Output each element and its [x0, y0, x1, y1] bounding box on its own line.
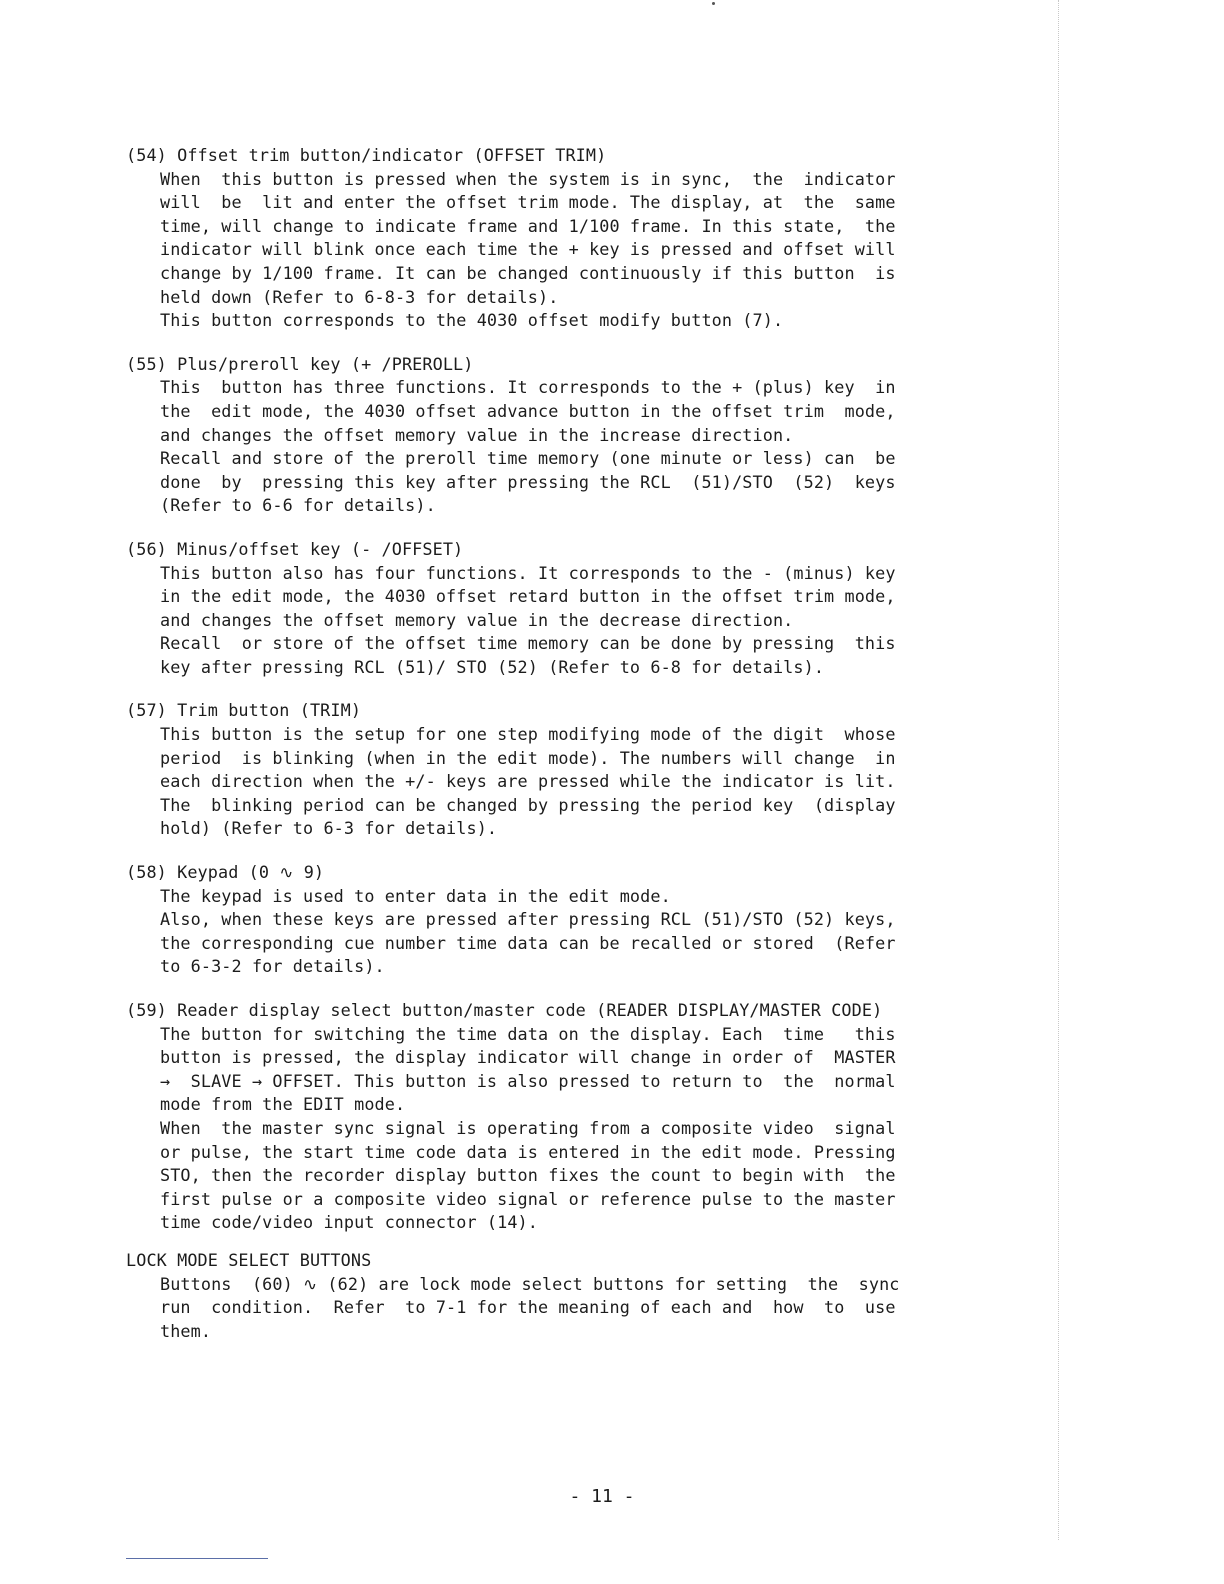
body-line: or pulse, the start time code data is entered in the edit mode. Pressing	[160, 1142, 896, 1163]
section-heading: (54) Offset trim button/indicator (OFFSET TRIM)	[126, 146, 607, 166]
section-heading: (57) Trim button (TRIM)	[126, 701, 362, 722]
section-lock-mode	[126, 1250, 1026, 1344]
body-line: This button also has four functions. It corresponds to the - (minus) key	[160, 563, 896, 584]
section-gap	[126, 680, 1026, 700]
body-line: The blinking period can be changed by pressing the period key (display	[160, 795, 896, 816]
body-line: STO, then the recorder display button fixes the count to begin with the	[160, 1166, 896, 1187]
body-line: run condition. Refer to 7-1 for the meaning of each and how to use	[160, 1298, 896, 1319]
body-line: done by pressing this key after pressing the RCL (51)/STO (52) keys	[160, 472, 896, 493]
body-line: the corresponding cue number time data can be recalled or stored (Refer	[160, 933, 896, 954]
page-footer	[0, 1486, 1224, 1507]
body-line: indicator will blink once each time the + key is pressed and offset will	[160, 240, 896, 261]
section-55	[126, 354, 1026, 519]
body-line: the edit mode, the 4030 offset advance button in the offset trim mode,	[160, 401, 896, 422]
body-line: to 6-3-2 for details).	[160, 957, 385, 978]
body-line: period is blinking (when in the edit mode). The numbers will change in	[160, 748, 896, 769]
body-line: in the edit mode, the 4030 offset retard button in the offset trim mode,	[160, 587, 896, 608]
body-line: When this button is pressed when the system is in sync, the indicator	[160, 169, 896, 190]
body-line: This button is the setup for one step modifying mode of the digit whose	[160, 725, 896, 746]
body-line: will be lit and enter the offset trim mode. The display, at the same	[160, 193, 896, 214]
section-heading: (59) Reader display select button/master code (READER DISPLAY/MASTER CODE)	[126, 1001, 883, 1021]
section-heading: (55) Plus/preroll key (+ /PREROLL)	[126, 354, 474, 375]
body-line: time code/video input connector (14).	[160, 1213, 538, 1234]
section-gap	[126, 842, 1026, 862]
body-line: Also, when these keys are pressed after pressing RCL (51)/STO (52) keys,	[160, 910, 896, 931]
body-line: The button for switching the time data on the display. Each time this	[160, 1024, 896, 1045]
body-line: This button has three functions. It corresponds to the + (plus) key in	[160, 378, 896, 399]
body-line: them.	[160, 1321, 212, 1342]
body-line: and changes the offset memory value in the decrease direction.	[160, 610, 794, 631]
section-58	[126, 862, 1026, 980]
section-57	[126, 700, 1026, 842]
section-heading: (58) Keypad (0 ∿ 9)	[126, 863, 325, 884]
section-gap	[126, 334, 1026, 354]
body-line: time, will change to indicate frame and 1/100 frame. In this state, the	[160, 216, 896, 237]
body-line: Recall and store of the preroll time memory (one minute or less) can be	[160, 449, 896, 470]
footnote-rule	[126, 1558, 268, 1559]
body-line: key after pressing RCL (51)/ STO (52) (Refer to 6-8 for details).	[160, 657, 825, 678]
body-line: When the master sync signal is operating from a composite video signal	[160, 1118, 896, 1139]
scan-edge	[1058, 0, 1059, 1540]
body-line: hold) (Refer to 6-3 for details).	[160, 819, 498, 840]
body-line: each direction when the +/- keys are pressed while the indicator is lit.	[160, 772, 896, 793]
body-line: Recall or store of the offset time memory can be done by pressing this	[160, 634, 896, 655]
body-line: Buttons (60) ∿ (62) are lock mode select buttons for setting the sync	[160, 1274, 900, 1295]
body-line: The keypad is used to enter data in the edit mode.	[160, 886, 671, 907]
body-line: held down (Refer to 6-8-3 for details).	[160, 287, 559, 308]
section-gap	[126, 980, 1026, 1000]
section-gap	[126, 519, 1026, 539]
section-56	[126, 539, 1026, 681]
section-59	[126, 1000, 1026, 1236]
body-line: button is pressed, the display indicator will change in order of MASTER	[160, 1048, 896, 1069]
body-line: → SLAVE → OFFSET. This button is also pressed to return to the normal	[160, 1071, 896, 1092]
scan-speck	[712, 2, 715, 5]
section-heading: LOCK MODE SELECT BUTTONS	[126, 1250, 372, 1271]
body-line: and changes the offset memory value in the increase direction.	[160, 425, 794, 446]
body-line: This button corresponds to the 4030 offset modify button (7).	[160, 311, 784, 332]
body-line: first pulse or a composite video signal or reference pulse to the master	[160, 1189, 896, 1210]
body-line: change by 1/100 frame. It can be changed continuously if this button is	[160, 263, 896, 284]
document-body	[126, 145, 1026, 1344]
section-heading: (56) Minus/offset key (- /OFFSET)	[126, 539, 464, 560]
body-line: mode from the EDIT mode.	[160, 1095, 406, 1116]
page-number: - 11 -	[569, 1486, 635, 1507]
section-54	[126, 145, 1026, 334]
body-line: (Refer to 6-6 for details).	[160, 496, 436, 517]
section-gap	[126, 1236, 1026, 1250]
